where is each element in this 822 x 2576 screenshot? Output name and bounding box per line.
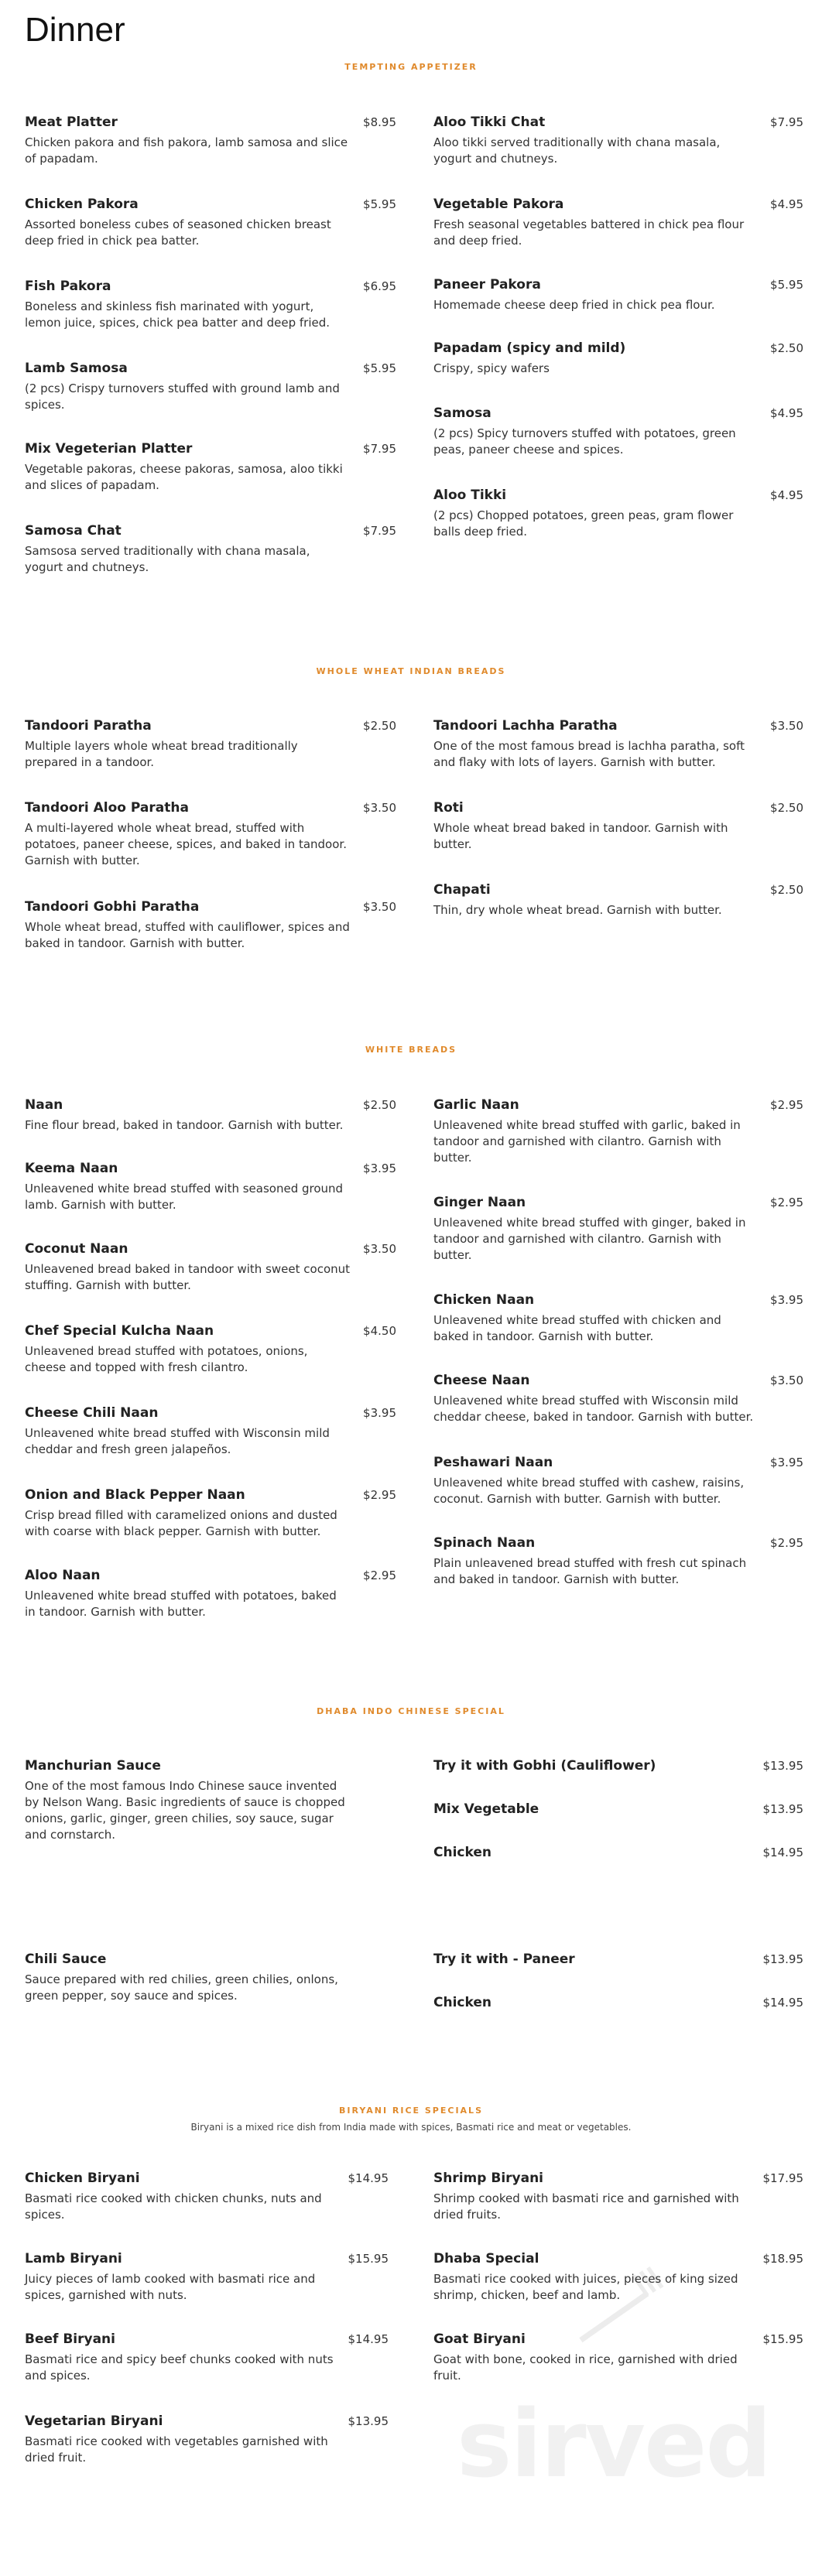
item-description: Crispy, spicy wafers [433, 361, 550, 375]
item-price: $7.95 [363, 524, 396, 538]
item-price: $15.95 [348, 2252, 389, 2266]
item-price: $2.50 [770, 883, 803, 897]
item-price: $5.95 [363, 361, 396, 375]
item-name: Dhaba Special [433, 2251, 539, 2266]
menu-item [25, 2331, 389, 2384]
item-description: Unleavened white bread stuffed with Wisconsin mild cheddar and fresh green jalapeños. [25, 1426, 330, 1456]
menu-item [25, 279, 396, 331]
menu-item [25, 899, 396, 952]
item-name: Meat Platter [25, 115, 118, 130]
item-price: $13.95 [348, 2414, 389, 2428]
menu-item [433, 882, 803, 919]
item-price: $4.95 [770, 488, 803, 502]
menu-item [433, 277, 803, 313]
item-price: $2.95 [363, 1569, 396, 1582]
item-name: Aloo Tikki Chat [433, 115, 546, 130]
menu-item [433, 1995, 803, 2010]
item-description: One of the most famous bread is lachha paratha, soft and flaky with lots of layers. Garnish with butter. [433, 739, 745, 769]
item-description: Chicken pakora and fish pakora, lamb samosa and slice of papadam. [25, 135, 348, 166]
item-name: Chicken [433, 1995, 491, 2010]
menu-item [25, 197, 396, 249]
menu-item [25, 361, 396, 413]
item-description: Vegetable pakoras, cheese pakoras, samosa, aloo tikki and slices of papadam. [25, 462, 343, 492]
item-price: $3.50 [363, 801, 396, 815]
section-indo-chinese [0, 1706, 822, 1716]
section-heading: BIRYANI RICE SPECIALS [339, 2106, 483, 2116]
menu-item [25, 1405, 396, 1458]
item-name: Cheese Chili Naan [25, 1405, 159, 1421]
item-name: Peshawari Naan [433, 1455, 553, 1470]
section-heading: TEMPTING APPETIZER [344, 62, 478, 72]
section-description: Biryani is a mixed rice dish from India made with spices, Basmati rice and meat or vegetables. [190, 2122, 632, 2133]
fork-knife-icon [557, 2229, 728, 2383]
section-biryani [0, 2106, 822, 2133]
menu-item [25, 718, 396, 771]
item-price: $2.50 [770, 341, 803, 355]
menu-item [25, 523, 396, 576]
item-description: Crisp bread filled with caramelized onions and dusted with coarse with black pepper. Garnish with butter. [25, 1508, 337, 1538]
menu-item [433, 1535, 803, 1588]
item-price: $15.95 [762, 2332, 803, 2346]
section-white-breads [0, 1045, 822, 1055]
item-price: $7.95 [363, 442, 396, 456]
item-name: Aloo Naan [25, 1568, 101, 1583]
item-description: Shrimp cooked with basmati rice and garnished with dried fruits. [433, 2191, 739, 2222]
item-price: $3.95 [363, 1406, 396, 1420]
item-name: Vegetable Pakora [433, 197, 564, 212]
item-description: Fine flour bread, baked in tandoor. Garnish with butter. [25, 1118, 344, 1132]
menu-item [25, 1241, 396, 1294]
section-heading: WHITE BREADS [365, 1045, 457, 1055]
menu-item [25, 1568, 396, 1620]
menu-item [433, 197, 803, 249]
item-name: Paneer Pakora [433, 277, 541, 292]
item-price: $2.50 [363, 1098, 396, 1112]
item-price: $7.95 [770, 115, 803, 129]
item-name: Ginger Naan [433, 1195, 526, 1210]
menu-item [25, 1097, 396, 1134]
item-name: Tandoori Lachha Paratha [433, 718, 618, 734]
item-name: Tandoori Paratha [25, 718, 152, 734]
menu-item [433, 1292, 803, 1345]
item-price: $3.50 [770, 1374, 803, 1387]
item-description: Samsosa served traditionally with chana masala, yogurt and chutneys. [25, 544, 310, 574]
item-price: $18.95 [762, 2252, 803, 2266]
item-description: (2 pcs) Crispy turnovers stuffed with ground lamb and spices. [25, 381, 340, 412]
item-name: Shrimp Biryani [433, 2171, 544, 2186]
item-price: $2.95 [770, 1536, 803, 1550]
menu-item [25, 441, 396, 494]
menu-item [433, 718, 803, 771]
menu-item [25, 1487, 396, 1540]
item-name: Goat Biryani [433, 2331, 526, 2347]
menu-item [25, 2171, 389, 2223]
menu-item [433, 1455, 803, 1507]
item-description: Aloo tikki served traditionally with chana masala, yogurt and chutneys. [433, 135, 721, 166]
item-name: Garlic Naan [433, 1097, 519, 1113]
item-name: Lamb Samosa [25, 361, 128, 376]
item-name: Beef Biryani [25, 2331, 115, 2347]
item-description: Plain unleavened bread stuffed with fresh cut spinach and baked in tandoor. Garnish with butter. [433, 1556, 747, 1586]
item-name: Aloo Tikki [433, 487, 507, 503]
menu-item [25, 2251, 389, 2304]
item-price: $2.95 [770, 1098, 803, 1112]
menu-item [433, 1097, 803, 1166]
item-name: Chili Sauce [25, 1952, 107, 1967]
item-name: Vegetarian Biryani [25, 2414, 163, 2429]
item-name: Chapati [433, 882, 491, 898]
item-description: Fresh seasonal vegetables battered in chick pea flour and deep fried. [433, 217, 745, 248]
item-price: $13.95 [762, 1759, 803, 1773]
item-name: Chef Special Kulcha Naan [25, 1323, 214, 1339]
item-name: Coconut Naan [25, 1241, 128, 1257]
item-description: Unleavened white bread stuffed with chicken and baked in tandoor. Garnish with butter. [433, 1313, 721, 1343]
section-heading: WHOLE WHEAT INDIAN BREADS [316, 666, 506, 676]
item-name: Papadam (spicy and mild) [433, 340, 626, 356]
item-price: $3.95 [770, 1456, 803, 1469]
item-description: Basmati rice cooked with juices, pieces of king sized shrimp, chicken, beef and lamb. [433, 2272, 738, 2302]
menu-item [25, 800, 396, 869]
item-price: $4.95 [770, 406, 803, 420]
item-price: $2.95 [770, 1196, 803, 1209]
item-description: Unleavened white bread stuffed with Wisconsin mild cheddar cheese, baked in tandoor. Garnish with butter. [433, 1394, 754, 1424]
item-price: $14.95 [348, 2332, 389, 2346]
item-name: Keema Naan [25, 1161, 118, 1176]
item-name: Chicken Naan [433, 1292, 535, 1308]
item-price: $3.50 [363, 1242, 396, 1256]
menu-item [433, 1195, 803, 1264]
menu-item [433, 115, 803, 167]
menu-item [433, 2171, 803, 2223]
item-price: $14.95 [762, 1996, 803, 2010]
section-appetizers [0, 62, 822, 72]
menu-item [25, 1952, 396, 2004]
item-name: Cheese Naan [433, 1373, 530, 1388]
item-name: Roti [433, 800, 464, 816]
item-description: Unleavened white bread stuffed with seasoned ground lamb. Garnish with butter. [25, 1182, 344, 1212]
item-description: A multi-layered whole wheat bread, stuffed with potatoes, paneer cheese, spices, and baked in tandoor. Garnish with butter. [25, 821, 347, 867]
item-name: Mix Vegeterian Platter [25, 441, 193, 457]
item-price: $13.95 [762, 1802, 803, 1816]
item-description: Multiple layers whole wheat bread traditionally prepared in a tandoor. [25, 739, 298, 769]
menu-item [433, 405, 803, 458]
item-name: Fish Pakora [25, 279, 111, 294]
menu-item [433, 340, 803, 377]
menu-item [433, 1801, 803, 1817]
item-description: Basmati rice and spicy beef chunks cooked with nuts and spices. [25, 2352, 334, 2383]
section-whole-wheat-breads [0, 666, 822, 676]
item-price: $2.50 [363, 719, 396, 733]
item-description: (2 pcs) Chopped potatoes, green peas, gram flower balls deep fried. [433, 508, 734, 539]
item-description: Unleavened white bread stuffed with potatoes, baked in tandoor. Garnish with butter. [25, 1589, 337, 1619]
item-name: Chicken Biryani [25, 2171, 140, 2186]
item-name: Samosa Chat [25, 523, 122, 539]
watermark-logo: sirved [457, 2391, 771, 2499]
item-price: $8.95 [363, 115, 396, 129]
item-name: Tandoori Aloo Paratha [25, 800, 189, 816]
item-description: Sauce prepared with red chilies, green chilies, onlons, green pepper, soy sauce and spices. [25, 1972, 338, 2003]
item-description: Whole wheat bread baked in tandoor. Garnish with butter. [433, 821, 728, 851]
item-price: $4.50 [363, 1324, 396, 1338]
item-name: Naan [25, 1097, 63, 1113]
item-price: $3.95 [770, 1293, 803, 1307]
item-name: Mix Vegetable [433, 1801, 539, 1817]
item-price: $6.95 [363, 279, 396, 293]
item-price: $4.95 [770, 197, 803, 211]
item-name: Manchurian Sauce [25, 1758, 161, 1774]
page-title: Dinner [25, 11, 125, 49]
item-name: Chicken [433, 1845, 491, 1860]
menu-item [433, 800, 803, 853]
menu-item [25, 1323, 396, 1376]
item-price: $3.95 [363, 1161, 396, 1175]
item-description: Unleavened bread baked in tandoor with sweet coconut stuffing. Garnish with butter. [25, 1262, 351, 1292]
item-name: Tandoori Gobhi Paratha [25, 899, 200, 915]
menu-item [25, 1758, 396, 1843]
item-description: Basmati rice cooked with chicken chunks, nuts and spices. [25, 2191, 322, 2222]
item-name: Onion and Black Pepper Naan [25, 1487, 245, 1503]
item-description: Unleavened bread stuffed with potatoes, onions, cheese and topped with fresh cilantro. [25, 1344, 308, 1374]
item-description: Juicy pieces of lamb cooked with basmati rice and spices, garnished with nuts. [25, 2272, 316, 2302]
item-price: $3.50 [363, 900, 396, 914]
item-price: $13.95 [762, 1952, 803, 1966]
item-description: Goat with bone, cooked in rice, garnished with dried fruit. [433, 2352, 738, 2383]
item-description: Unleavened white bread stuffed with garlic, baked in tandoor and garnished with cilantro. Garnish with butter. [433, 1118, 741, 1165]
item-price: $14.95 [762, 1846, 803, 1859]
item-name: Try it with - Paneer [433, 1952, 575, 1967]
item-name: Try it with Gobhi (Cauliflower) [433, 1758, 656, 1774]
item-description: Thin, dry whole wheat bread. Garnish with butter. [433, 903, 722, 917]
menu-item [433, 1373, 803, 1425]
item-price: $14.95 [348, 2171, 389, 2185]
item-description: Boneless and skinless fish marinated with yogurt, lemon juice, spices, chick pea batter and deep fried. [25, 299, 331, 330]
item-price: $3.50 [770, 719, 803, 733]
item-name: Spinach Naan [433, 1535, 536, 1551]
item-name: Samosa [433, 405, 491, 421]
menu-item [433, 1845, 803, 1860]
item-name: Lamb Biryani [25, 2251, 122, 2266]
item-price: $5.95 [363, 197, 396, 211]
menu-item [25, 115, 396, 167]
item-description: Basmati rice cooked with vegetables garnished with dried fruit. [25, 2434, 328, 2465]
item-description: One of the most famous Indo Chinese sauce invented by Nelson Wang. Basic ingredients of sauce is chopped onions, garlic, ginger, green chilies, soy sauce, sugar and cornstarch. [25, 1779, 345, 1842]
item-description: Assorted boneless cubes of seasoned chicken breast deep fried in chick pea batter. [25, 217, 331, 248]
item-description: Whole wheat bread, stuffed with cauliflower, spices and baked in tandoor. Garnish with butter. [25, 920, 350, 950]
item-price: $2.95 [363, 1488, 396, 1502]
item-price: $2.50 [770, 801, 803, 815]
item-description: Homemade cheese deep fried in chick pea flour. [433, 298, 715, 312]
menu-item [433, 1758, 803, 1774]
menu-item [25, 1161, 396, 1213]
section-heading: DHABA INDO CHINESE SPECIAL [317, 1706, 505, 1716]
item-price: $17.95 [762, 2171, 803, 2185]
menu-item [25, 2414, 389, 2466]
menu-item [433, 1952, 803, 1967]
item-price: $5.95 [770, 278, 803, 292]
item-description: Unleavened white bread stuffed with cashew, raisins, coconut. Garnish with butter. Garnish with butter. [433, 1476, 745, 1506]
item-description: (2 pcs) Spicy turnovers stuffed with potatoes, green peas, paneer cheese and spices. [433, 426, 736, 457]
item-name: Chicken Pakora [25, 197, 139, 212]
item-description: Unleavened white bread stuffed with ginger, baked in tandoor and garnished with cilantro. Garnish with butter. [433, 1216, 746, 1262]
menu-item [433, 487, 803, 540]
